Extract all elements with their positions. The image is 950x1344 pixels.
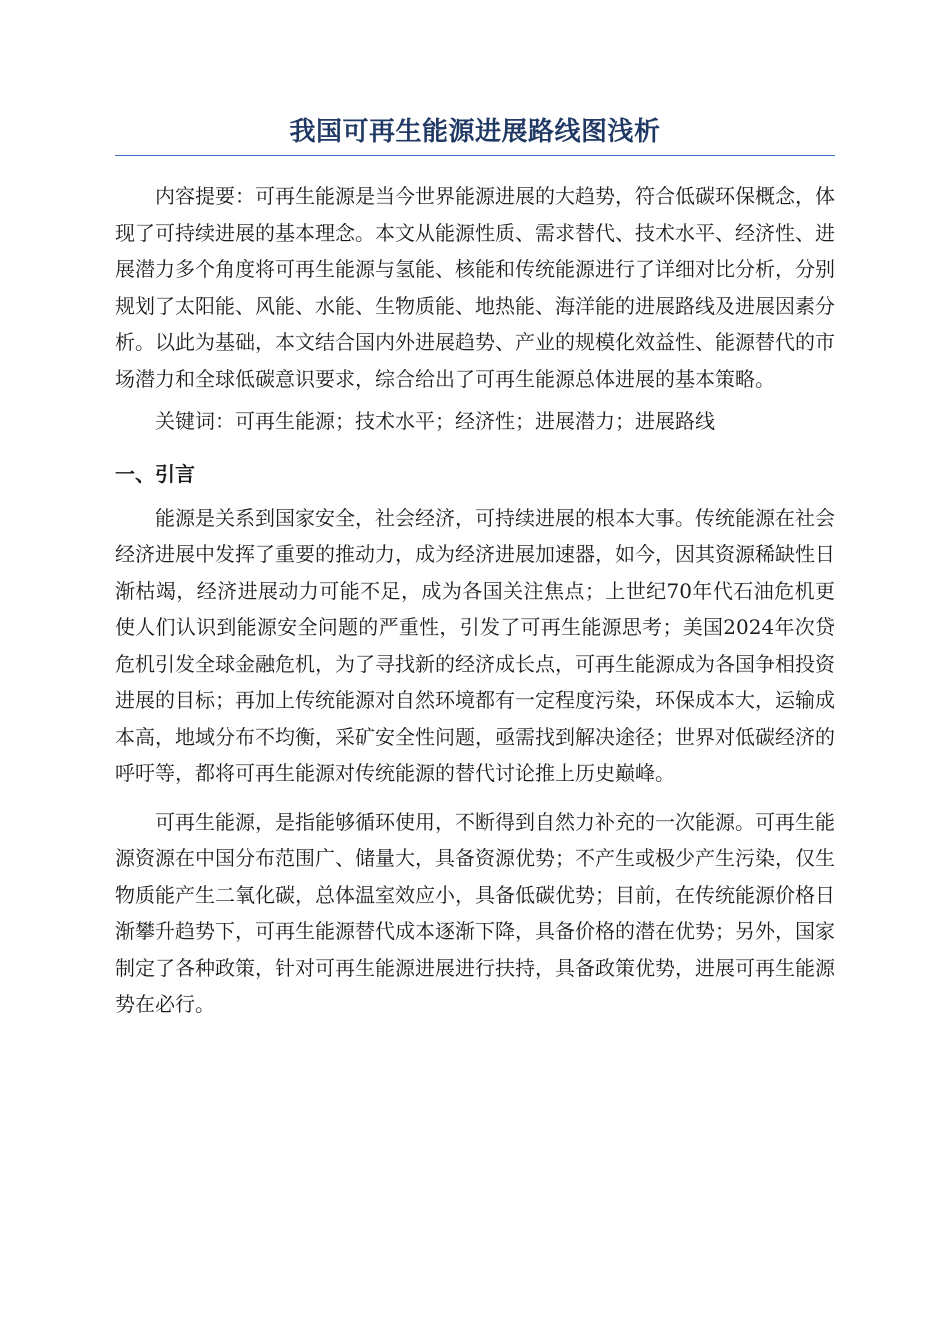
section-heading-introduction: 一、引言 xyxy=(115,461,195,486)
document-page xyxy=(115,112,835,1023)
abstract-paragraph: 内容提要：可再生能源是当今世界能源进展的大趋势，符合低碳环保概念，体现了可持续进展的基本理念。本文从能源性质、需求替代、技术水平、经济性、进展潜力多个角度将可再生能源与氢能、核能和传统能源进行了详细对比分析，分别规划了太阳能、风能、水能、生物质能、地热能、海洋能的进展路线及进展因素分析。以此为基础，本文结合国内外进展趋势、产业的规模化效益性、能源替代的市场潜力和全球低碳意识要求，综合给出了可再生能源总体进展的基本策略。 xyxy=(115,184,835,391)
body-paragraph: 可再生能源，是指能够循环使用，不断得到自然力补充的一次能源。可再生能源资源在中国分布范围广、储量大，具备资源优势；不产生或极少产生污染，仅生物质能产生二氧化碳，总体温室效应小，具备低碳优势；目前，在传统能源价格日渐攀升趋势下，可再生能源替代成本逐渐下降，具备价格的潜在优势；另外，国家制定了各种政策，针对可再生能源进展进行扶持，具备政策优势，进展可再生能源势在必行。 xyxy=(115,809,835,1016)
keywords-line: 关键词：可再生能源；技术水平；经济性；进展潜力；进展路线 xyxy=(155,409,715,433)
document-title: 我国可再生能源进展路线图浅析 xyxy=(115,112,835,156)
body-paragraph: 能源是关系到国家安全，社会经济，可持续进展的根本大事。传统能源在社会经济进展中发挥了重要的推动力，成为经济进展加速器，如今，因其资源稀缺性日渐枯竭，经济进展动力可能不足，成为各国关注焦点；上世纪70年代石油危机更使人们认识到能源安全问题的严重性，引发了可再生能源思考；美国2024年次贷危机引发全球金融危机，为了寻找新的经济成长点，可再生能源成为各国争相投资进展的目标；再加上传统能源对自然环境都有一定程度污染，环保成本大，运输成本高，地域分布不均衡，采矿安全性问题，亟需找到解决途径；世界对低碳经济的呼吁等，都将可再生能源对传统能源的替代讨论推上历史巅峰。 xyxy=(115,505,835,785)
